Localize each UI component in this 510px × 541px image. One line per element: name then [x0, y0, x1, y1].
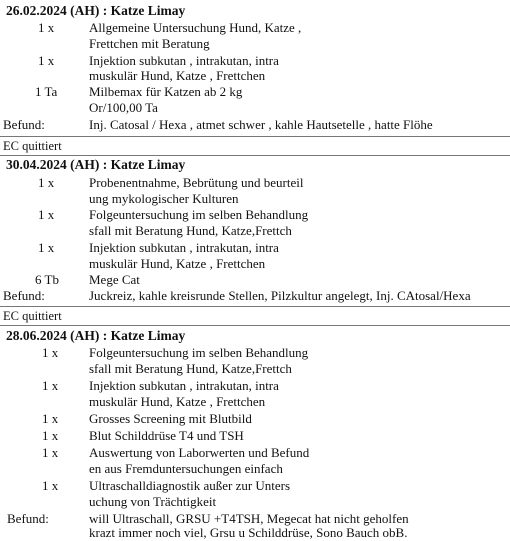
- item-quantity: 1 x: [42, 478, 59, 493]
- item-description: Folgeuntersuchung im selben Behandlung: [89, 345, 309, 360]
- item-quantity: 1 x: [38, 53, 55, 68]
- divider: [0, 306, 510, 307]
- item-quantity: 1 x: [38, 240, 55, 255]
- item-description: Injektion subkutan , intrakutan, intra: [89, 240, 279, 255]
- befund-text: will Ultraschall, GRSU +T4TSH, Megecat hat nicht geholfen: [89, 511, 409, 526]
- item-quantity: 1 x: [42, 445, 59, 460]
- quittiert-note: EC quittiert: [3, 139, 62, 153]
- entry-header: 26.02.2024 (AH) : Katze Limay: [6, 3, 186, 18]
- item-description: Allgemeine Untersuchung Hund, Katze ,: [89, 20, 302, 35]
- item-description: Injektion subkutan , intrakutan, intra: [89, 53, 279, 68]
- entry-header: 30.04.2024 (AH) : Katze Limay: [6, 157, 186, 172]
- item-quantity: 1 x: [42, 428, 59, 443]
- item-description: uchung von Trächtigkeit: [89, 494, 217, 509]
- item-description: Injektion subkutan , intrakutan, intra: [89, 378, 279, 393]
- item-description: Ultraschalldiagnostik außer zur Unters: [89, 478, 291, 493]
- item-quantity: 6 Tb: [35, 272, 59, 287]
- item-description: Milbemax für Katzen ab 2 kg: [89, 84, 243, 99]
- befund-label: Befund:: [7, 511, 49, 526]
- befund-text: Juckreiz, kahle kreisrunde Stellen, Pilzkultur angelegt, Inj. CAtosal/Hexa: [89, 288, 471, 303]
- item-description: Frettchen mit Beratung: [89, 36, 210, 51]
- item-description: sfall mit Beratung Hund, Katze,Frettch: [89, 361, 292, 376]
- entry-header: 28.06.2024 (AH) : Katze Limay: [6, 328, 186, 343]
- item-description: muskulär Hund, Katze , Frettchen: [89, 394, 266, 409]
- item-quantity: 1 x: [38, 175, 55, 190]
- divider: [0, 136, 510, 137]
- item-description: muskulär Hund, Katze , Frettchen: [89, 68, 266, 83]
- befund-label: Befund:: [3, 288, 45, 303]
- divider: [0, 155, 510, 156]
- item-quantity: 1 x: [42, 345, 59, 360]
- item-description: muskulär Hund, Katze , Frettchen: [89, 256, 266, 271]
- befund-text: krazt immer noch viel, Grsu u Schilddrüse, Sono Bauch obB.: [89, 525, 408, 540]
- item-description: en aus Fremduntersuchungen einfach: [89, 461, 283, 476]
- item-description: Blut Schilddrüse T4 und TSH: [89, 428, 244, 443]
- item-description: Grosses Screening mit Blutbild: [89, 411, 252, 426]
- item-description: Auswertung von Laborwerten und Befund: [89, 445, 310, 460]
- divider: [0, 325, 510, 326]
- item-description: Folgeuntersuchung im selben Behandlung: [89, 207, 309, 222]
- item-description: ung mykologischer Kulturen: [89, 191, 239, 206]
- item-description: Or/100,00 Ta: [89, 100, 158, 115]
- item-quantity: 1 x: [42, 378, 59, 393]
- item-quantity: 1 Ta: [35, 84, 58, 99]
- befund-label: Befund:: [3, 117, 45, 132]
- quittiert-note: EC quittiert: [3, 309, 62, 323]
- item-description: Probenentnahme, Bebrütung und beurteil: [89, 175, 304, 190]
- befund-text: Inj. Catosal / Hexa , atmet schwer , kahle Hautsetelle , hatte Flöhe: [89, 117, 433, 132]
- item-quantity: 1 x: [38, 20, 55, 35]
- item-quantity: 1 x: [38, 207, 55, 222]
- item-description: Mege Cat: [89, 272, 140, 287]
- item-quantity: 1 x: [42, 411, 59, 426]
- item-description: sfall mit Beratung Hund, Katze,Frettch: [89, 223, 292, 238]
